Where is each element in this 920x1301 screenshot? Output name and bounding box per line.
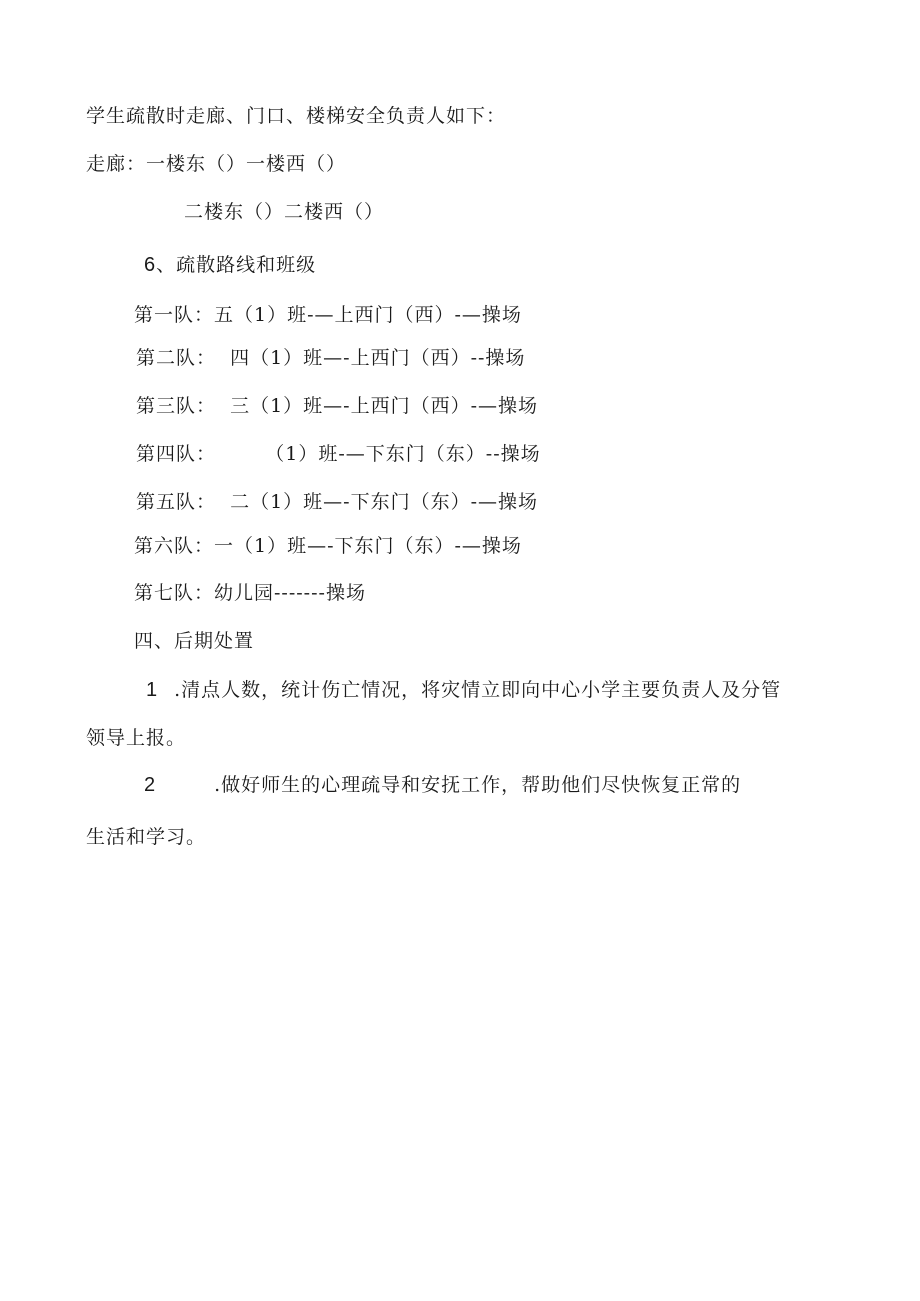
corridor-line-2: 二楼东（）二楼西（） xyxy=(184,201,385,223)
team-line-7: 第七队：幼儿园-------操场 xyxy=(134,582,366,604)
item-1-line-2: 领导上报。 xyxy=(86,727,187,749)
item-2-line-1 xyxy=(144,772,741,798)
team-line-1: 第一队：五（1）班-—上西门（西）-—操场 xyxy=(134,304,522,326)
section-6-heading xyxy=(144,252,316,278)
item-1-text: .清点人数，统计伤亡情况，将灾情立即向中心小学主要负责人及分管 xyxy=(174,679,782,701)
item-2-text: .做好师生的心理疏导和安抚工作，帮助他们尽快恢复正常的 xyxy=(214,774,742,796)
team-line-2: 第二队： 四（1）班—-上西门（西）--操场 xyxy=(136,347,526,369)
team-line-5: 第五队： 二（1）班—-下东门（东）-—操场 xyxy=(136,491,539,513)
section-6-title: 、疏散路线和班级 xyxy=(156,254,317,276)
item-1-number: 1 xyxy=(146,679,159,701)
item-1-line-1 xyxy=(146,677,781,703)
team-line-6: 第六队：一（1）班—-下东门（东）-—操场 xyxy=(134,535,522,557)
section-6-number: 6 xyxy=(144,254,157,276)
team-line-3: 第三队： 三（1）班—-上西门（西）-—操场 xyxy=(136,395,539,417)
section-4-title: 四、后期处置 xyxy=(134,630,255,652)
team-line-4: 第四队： （1）班-—下东门（东）--操场 xyxy=(136,443,541,465)
item-2-number: 2 xyxy=(144,774,157,796)
item-2-line-2: 生活和学习。 xyxy=(86,826,207,848)
intro-text: 学生疏散时走廊、门口、楼梯安全负责人如下： xyxy=(86,105,507,127)
corridor-line-1: 走廊：一楼东（）一楼西（） xyxy=(86,153,347,175)
